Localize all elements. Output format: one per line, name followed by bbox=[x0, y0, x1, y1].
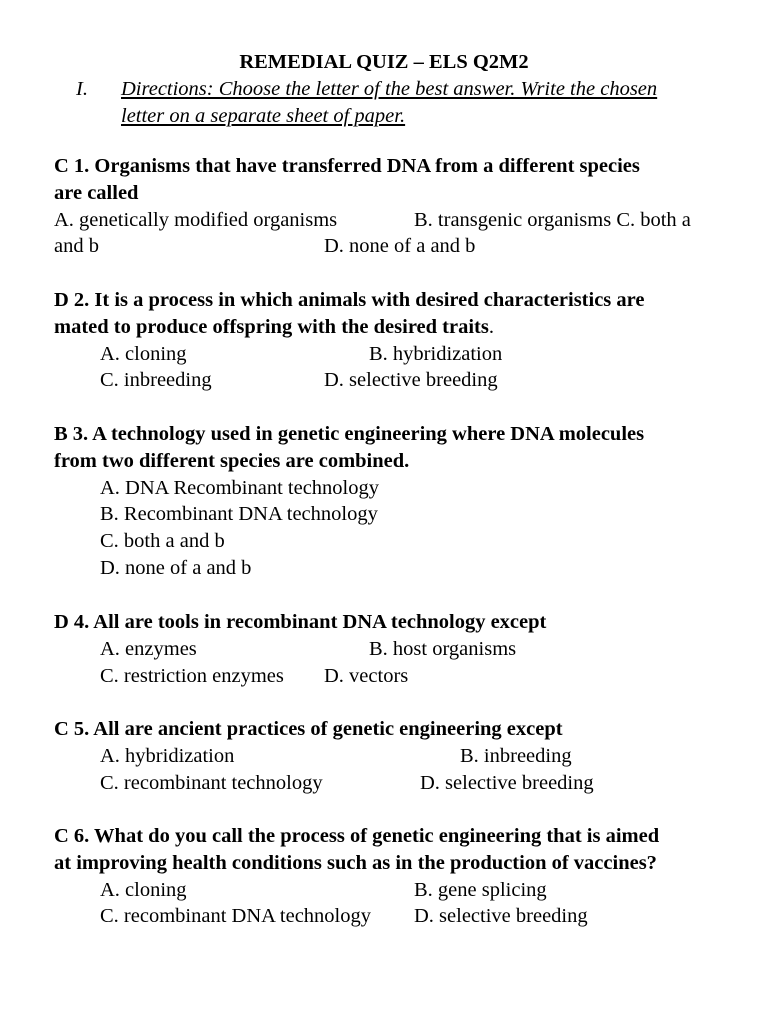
question-5-option-c: C. recombinant technology bbox=[100, 771, 323, 794]
directions-line-1: Directions: Choose the letter of the best answer. Write the chosen bbox=[121, 78, 658, 100]
question-5-option-b: B. inbreeding bbox=[460, 744, 572, 767]
question-1-stem-line-2: are called bbox=[54, 181, 139, 204]
question-6-stem-line-1: C 6. What do you call the process of genetic engineering that is aimed bbox=[54, 825, 660, 847]
question-3-stem-line-1: B 3. A technology used in genetic engineering where DNA molecules bbox=[54, 423, 645, 445]
question-5-options-row-1 bbox=[54, 743, 744, 770]
page-title: REMEDIAL QUIZ – ELS Q2M2 bbox=[239, 51, 529, 73]
question-4-option-d: D. vectors bbox=[324, 664, 409, 687]
question-2 bbox=[54, 287, 744, 394]
question-6-stem-line-2: at improving health conditions such as in the production of vaccines? bbox=[54, 851, 657, 874]
directions bbox=[121, 76, 741, 130]
question-5 bbox=[54, 716, 744, 796]
question-1-option-b: B. transgenic organisms C. both a bbox=[414, 208, 691, 231]
question-1 bbox=[54, 153, 744, 260]
question-3-stem bbox=[54, 421, 744, 475]
question-2-option-a: A. cloning bbox=[100, 342, 187, 365]
question-6-stem bbox=[54, 823, 754, 877]
question-3 bbox=[54, 421, 744, 582]
question-4-options-row-1 bbox=[54, 636, 744, 663]
question-3-stem-line-2: from two different species are combined. bbox=[54, 449, 410, 472]
question-6-option-b: B. gene splicing bbox=[414, 878, 547, 901]
question-2-stem-line-1: D 2. It is a process in which animals with desired characteristics are bbox=[54, 289, 645, 311]
question-6-option-d: D. selective breeding bbox=[414, 905, 588, 928]
question-2-options-row-2 bbox=[54, 367, 744, 394]
question-3-option-a: A. DNA Recombinant technology bbox=[100, 476, 379, 499]
question-6 bbox=[54, 823, 754, 930]
question-4-option-a: A. enzymes bbox=[100, 637, 197, 660]
question-6-options-row-2 bbox=[54, 903, 754, 930]
question-5-stem bbox=[54, 716, 744, 743]
question-4-stem bbox=[54, 609, 744, 636]
question-6-option-c: C. recombinant DNA technology bbox=[100, 905, 372, 928]
question-2-stem bbox=[54, 287, 744, 341]
question-2-options-row-1 bbox=[54, 341, 744, 368]
question-3-option-c: C. both a and b bbox=[100, 530, 225, 553]
question-2-option-b: B. hybridization bbox=[369, 342, 503, 365]
question-1-option-d: D. none of a and b bbox=[324, 235, 476, 258]
question-4-stem-line-1: D 4. All are tools in recombinant DNA technology except bbox=[54, 611, 547, 633]
question-4-option-c: C. restriction enzymes bbox=[100, 664, 284, 687]
question-1-stem-line-1: C 1. Organisms that have transferred DNA from a different species bbox=[54, 155, 640, 177]
directions-line-2: letter on a separate sheet of paper. bbox=[121, 104, 406, 127]
question-3-option-d: D. none of a and b bbox=[100, 556, 252, 579]
question-1-options-row-1 bbox=[54, 207, 744, 234]
question-1-options-row-2 bbox=[54, 233, 744, 260]
question-4-option-b: B. host organisms bbox=[369, 637, 517, 660]
question-1-option-c-continued: and b bbox=[54, 235, 99, 258]
question-5-option-a: A. hybridization bbox=[100, 744, 235, 767]
question-6-options-row-1 bbox=[54, 877, 754, 904]
question-2-option-c: C. inbreeding bbox=[100, 369, 212, 392]
question-4 bbox=[54, 609, 744, 689]
question-5-option-d: D. selective breeding bbox=[420, 771, 594, 794]
question-5-options-row-2 bbox=[54, 770, 744, 797]
question-6-option-a: A. cloning bbox=[100, 878, 187, 901]
question-1-option-a: A. genetically modified organisms bbox=[54, 208, 338, 231]
question-2-stem-line-2: mated to produce offspring with the desired traits. bbox=[54, 315, 494, 338]
question-1-stem bbox=[54, 153, 744, 207]
question-4-options-row-2 bbox=[54, 663, 744, 690]
question-5-stem-line-1: C 5. All are ancient practices of genetic engineering except bbox=[54, 718, 563, 740]
question-2-option-d: D. selective breeding bbox=[324, 369, 498, 392]
question-3-option-b: B. Recombinant DNA technology bbox=[100, 503, 378, 526]
section-numeral: I. bbox=[76, 78, 88, 100]
